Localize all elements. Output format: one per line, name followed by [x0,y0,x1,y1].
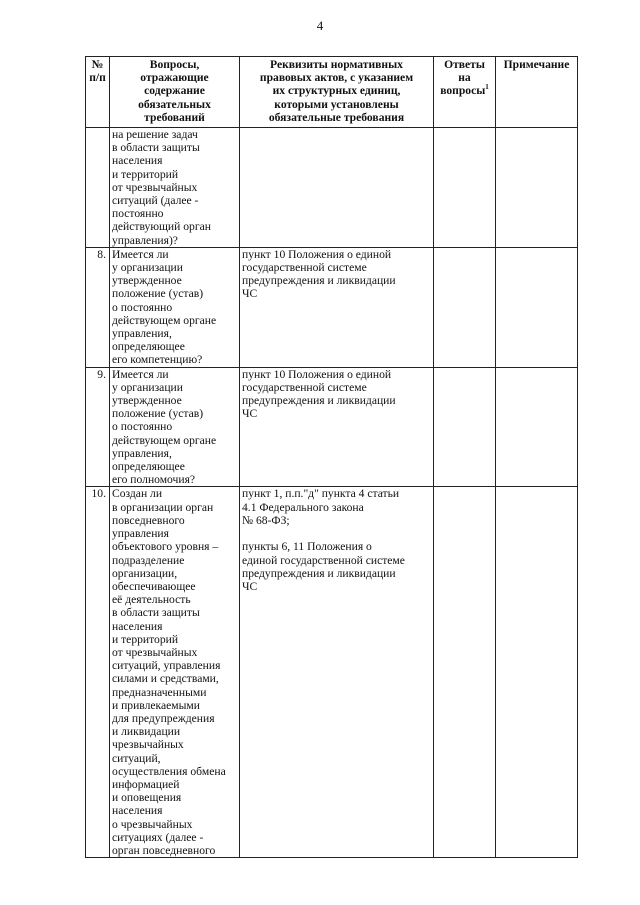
question-line: ситуаций, управления [112,659,221,673]
question-line: действующем органе [112,433,217,447]
requisites-line: государственной системе [242,380,367,394]
question-line: управления [112,527,169,541]
header-requisites-line: Реквизиты нормативных [270,58,403,71]
question-line: информацией [112,777,180,791]
requisites-line: предупреждения и ликвидации [242,274,396,288]
question-line: в области защиты [112,606,200,620]
page-number: 4 [316,18,324,33]
note-cell[interactable] [496,487,578,858]
question-line: на решение задач [112,128,198,141]
question-line: подразделение [112,553,185,567]
question-line: от чрезвычайных [112,645,198,659]
question-line: о постоянно [112,420,173,434]
header-answers-line: Ответы [444,58,485,71]
answer-cell[interactable] [434,247,496,367]
question-line: и привлекаемыми [112,698,200,712]
question-line: в организации орган [112,500,214,514]
question-line: Создан ли [112,487,163,501]
header-answers-line: на [458,71,471,85]
header-requisites-line: правовых актов, с указанием [259,71,414,85]
question-line: организации, [112,566,178,580]
requisites-line: пункт 10 Положения о единой [242,367,392,381]
requisites-cell [240,487,434,858]
question-line: обеспечивающее [112,579,196,593]
requisites-line: пункты 6, 11 Положения о [242,540,372,554]
question-line: и территорий [112,167,179,181]
requisites-line: ЧС [242,407,258,421]
header-answers-line [436,84,493,97]
table-row [86,128,578,248]
row-number [86,128,110,248]
question-line: ситуаций (далее - [112,194,199,208]
header-questions-line: Вопросы, [149,58,200,71]
question-line: действующем органе [112,313,217,327]
question-line: управления, [112,327,172,341]
checklist-table [85,56,578,858]
question-line: в области защиты [112,141,200,155]
table-row [86,247,578,367]
question-line: её деятельность [112,593,191,607]
header-num-line: п/п [89,71,106,85]
answer-cell[interactable] [434,367,496,487]
question-line: силами и средствами, [112,672,219,686]
question-line: объектового уровня – [112,540,219,554]
requisites-line [242,527,431,540]
table-header-row [86,57,578,128]
question-line: управления, [112,446,172,460]
row-number: 8. [86,247,110,367]
header-num-line: № [91,58,104,71]
question-line: положение (устав) [112,407,204,421]
header-questions [110,57,240,128]
row-number: 10. [86,487,110,858]
question-line: для предупреждения [112,711,215,725]
requisites-line: пункт 10 Положения о единой [242,247,392,261]
requisites-line: единой государственной системе [242,553,405,567]
note-cell[interactable] [496,128,578,248]
note-cell[interactable] [496,247,578,367]
row-number: 9. [86,367,110,487]
header-answers-word: вопросы [440,84,486,98]
question-line: населения [112,804,163,818]
question-line: о чрезвычайных [112,817,193,831]
question-line: населения [112,154,163,168]
requisites-cell [240,247,434,367]
header-requisites-line: обязательные требования [268,110,405,124]
question-cell [110,487,240,858]
question-line: действующий орган [112,220,211,234]
answer-cell[interactable] [434,487,496,858]
table-body [86,128,578,858]
question-line: его компетенцию? [112,353,203,367]
question-line: повседневного [112,513,185,527]
question-line: определяющее [112,340,185,354]
header-note [496,57,578,128]
question-line: утвержденное [112,394,182,408]
note-cell[interactable] [496,367,578,487]
question-cell [110,128,240,248]
requisites-cell [240,367,434,487]
question-line: и территорий [112,632,179,646]
question-line: положение (устав) [112,287,204,301]
header-questions-line: требований [144,110,205,124]
header-num [86,57,110,128]
question-line: от чрезвычайных [112,180,198,194]
requisites-line: государственной системе [242,261,367,275]
requisites-line: предупреждения и ликвидации [242,394,396,408]
header-questions-line: отражающие [140,71,209,85]
question-line: орган повседневного [112,843,216,857]
header-requisites-line: которыми установлены [274,97,399,111]
question-line: и ликвидации [112,725,181,739]
question-line: определяющее [112,460,185,474]
question-line: предназначенными [112,685,207,699]
question-line: Имеется ли [112,367,169,381]
question-line: ситуаций, [112,751,161,765]
question-line: утвержденное [112,274,182,288]
footnote-marker: 1 [485,83,489,92]
answer-cell[interactable] [434,128,496,248]
header-requisites [240,57,434,128]
header-answers [434,57,496,128]
requisites-line: пункт 1, п.п."д" пункта 4 статьи [242,487,400,501]
requisites-line: 4.1 Федерального закона [242,500,364,514]
requisites-line: № 68-ФЗ; [242,513,290,527]
question-line: постоянно [112,207,164,221]
question-line: его полномочия? [112,473,196,487]
table-row [86,487,578,858]
requisites-line: предупреждения и ликвидации [242,566,396,580]
question-line: ситуациях (далее - [112,830,204,844]
question-line: у организации [112,380,183,394]
requisites-line: ЧС [242,579,258,593]
question-line: у организации [112,261,183,275]
question-cell [110,247,240,367]
header-questions-line: обязательных [138,97,211,111]
header-questions-line: содержание [144,84,205,98]
requisites-cell [240,128,434,248]
question-line: и оповещения [112,791,182,805]
question-line: управления)? [112,233,178,247]
question-line: населения [112,619,163,633]
question-line: осуществления обмена [112,764,226,778]
header-note-label: Примечание [503,58,570,71]
header-requisites-line: их структурных единиц, [272,84,401,98]
question-cell [110,367,240,487]
question-line: о постоянно [112,300,173,314]
requisites-line: ЧС [242,287,258,301]
table-row [86,367,578,487]
question-line: Имеется ли [112,247,169,261]
question-line: чрезвычайных [112,738,184,752]
